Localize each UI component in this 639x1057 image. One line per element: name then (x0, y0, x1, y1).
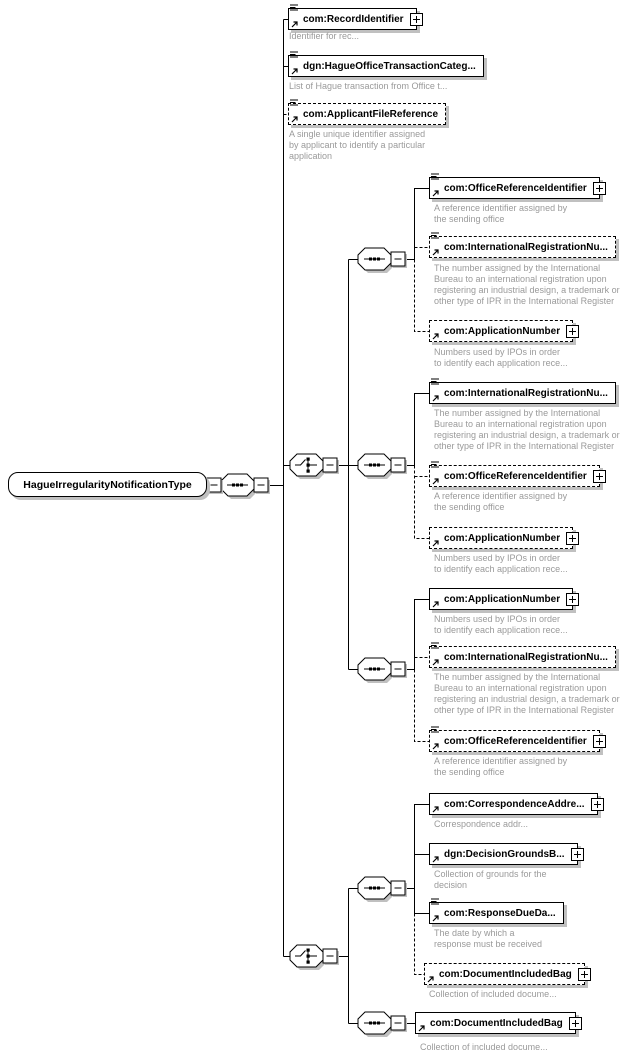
element-application-number-2[interactable]: com:ApplicationNumber (429, 527, 573, 549)
connector-lines-dashed (284, 115, 430, 975)
expand-button[interactable] (566, 593, 579, 606)
collapse-toggle-root[interactable] (207, 478, 223, 494)
element-international-registration-number-1[interactable]: com:InternationalRegistrationNu... (429, 236, 616, 258)
collapse-toggle-seq3[interactable] (391, 662, 407, 678)
documentation-icon (290, 99, 299, 107)
collapse-toggle-seqA[interactable] (391, 881, 407, 897)
element-reference-icon (291, 115, 299, 123)
expand-button[interactable] (566, 325, 579, 338)
element-hague-office-transaction-category[interactable]: dgn:HagueOfficeTransactionCateg... (288, 55, 484, 77)
documentation-icon (290, 51, 299, 59)
element-application-number-3[interactable]: com:ApplicationNumber (429, 588, 573, 610)
element-reference-icon (427, 975, 435, 983)
element-response-due-date[interactable]: com:ResponseDueDa... (429, 902, 564, 924)
element-correspondence-address[interactable]: com:CorrespondenceAddre... (429, 793, 598, 815)
documentation-icon (431, 461, 440, 469)
description-response-due-date: The date by which a response must be received (434, 928, 543, 949)
element-reference-icon (432, 742, 440, 750)
description-office-reference-identifier-2: A reference identifier assigned by the sending office (434, 491, 568, 512)
element-office-reference-identifier-2[interactable]: com:OfficeReferenceIdentifier (429, 465, 600, 487)
documentation-icon (431, 232, 440, 240)
expand-button[interactable] (593, 470, 606, 483)
element-document-included-bag[interactable]: com:DocumentIncludedBag (415, 1012, 576, 1034)
expand-button[interactable] (591, 798, 604, 811)
description-record-identifier: Identifier for rec... (289, 31, 360, 41)
expand-button[interactable] (566, 532, 579, 545)
element-reference-icon (432, 248, 440, 256)
expand-button[interactable] (593, 735, 606, 748)
element-document-included-bag-optional[interactable]: com:DocumentIncludedBag (424, 963, 585, 985)
element-reference-icon (418, 1024, 426, 1032)
description-document-included-bag: Collection of included docume... (420, 1042, 548, 1052)
collapse-toggle-choice2[interactable] (323, 949, 339, 965)
element-reference-icon (432, 539, 440, 547)
description-application-number-2: Numbers used by IPOs in order to identify each application rece... (434, 553, 568, 574)
element-international-registration-number-3[interactable]: com:InternationalRegistrationNu... (429, 646, 616, 668)
element-office-reference-identifier-1[interactable]: com:OfficeReferenceIdentifier (429, 177, 600, 199)
description-international-registration-number-2: The number assigned by the International Bureau to an international registration upon registering an industrial design, a trademark or other type of IPR in the International Register (434, 408, 620, 451)
documentation-icon (431, 642, 440, 650)
documentation-icon (431, 173, 440, 181)
collapse-toggle-choice1[interactable] (323, 458, 339, 474)
description-document-included-bag-optional: Collection of included docume... (429, 989, 557, 999)
expand-button[interactable] (578, 968, 591, 981)
element-international-registration-number-2[interactable]: com:InternationalRegistrationNu... (429, 382, 616, 404)
root-type-hague-irregularity-notification[interactable] (8, 472, 207, 497)
choice-indicator-identifiers[interactable] (290, 454, 326, 479)
expand-button[interactable] (593, 182, 606, 195)
description-international-registration-number-1: The number assigned by the International Bureau to an international registration upon registering an industrial design, a trademark or other type of IPR in the International Register (434, 263, 620, 306)
sequence-indicator-content1[interactable] (358, 877, 394, 902)
element-reference-icon (432, 805, 440, 813)
description-hague-office-transaction-category: List of Hague transaction from Office t... (289, 81, 448, 91)
description-application-number-1: Numbers used by IPOs in order to identify each application rece... (434, 347, 568, 368)
sequence-indicator-branch2[interactable] (358, 454, 394, 479)
element-record-identifier[interactable]: com:RecordIdentifier (288, 8, 417, 30)
description-office-reference-identifier-1: A reference identifier assigned by the sending office (434, 203, 568, 224)
root-type-label: HagueIrregularityNotificationType (23, 478, 192, 491)
sequence-indicator-content2[interactable] (358, 1012, 394, 1037)
description-decision-grounds-bag: Collection of grounds for the decision (434, 869, 547, 890)
expand-button[interactable] (571, 848, 584, 861)
documentation-icon (431, 378, 440, 386)
choice-indicator-content[interactable] (290, 945, 326, 970)
description-correspondence-address: Correspondence addr... (434, 819, 529, 829)
connector-lines-solid (268, 20, 429, 1024)
element-reference-icon (432, 189, 440, 197)
documentation-icon (290, 4, 299, 12)
element-office-reference-identifier-3[interactable]: com:OfficeReferenceIdentifier (429, 730, 600, 752)
description-international-registration-number-3: The number assigned by the International Bureau to an international registration upon registering an industrial design, a trademark or other type of IPR in the International Register (434, 672, 620, 715)
collapse-toggle-seqB[interactable] (391, 1016, 407, 1032)
description-applicant-file-reference: A single unique identifier assigned by applicant to identify a particular application (289, 129, 426, 161)
element-reference-icon (432, 394, 440, 402)
element-reference-icon (291, 20, 299, 28)
element-reference-icon (432, 855, 440, 863)
expand-button[interactable] (569, 1017, 582, 1030)
element-reference-icon (432, 600, 440, 608)
element-applicant-file-reference[interactable]: com:ApplicantFileReference (288, 103, 446, 125)
collapse-toggle-seq1[interactable] (391, 252, 407, 268)
collapse-toggle-seq2[interactable] (391, 458, 407, 474)
documentation-icon (431, 726, 440, 734)
description-application-number-3: Numbers used by IPOs in order to identify each application rece... (434, 614, 568, 635)
sequence-indicator-root[interactable] (221, 474, 257, 499)
expand-button[interactable] (410, 13, 423, 26)
element-reference-icon (432, 914, 440, 922)
element-application-number-1[interactable]: com:ApplicationNumber (429, 320, 573, 342)
element-reference-icon (432, 658, 440, 666)
element-reference-icon (432, 477, 440, 485)
collapse-toggle-root-sequence[interactable] (254, 478, 270, 494)
sequence-indicator-branch3[interactable] (358, 658, 394, 683)
element-reference-icon (291, 67, 299, 75)
description-office-reference-identifier-3: A reference identifier assigned by the sending office (434, 756, 568, 777)
element-reference-icon (432, 332, 440, 340)
element-decision-grounds-bag[interactable]: dgn:DecisionGroundsB... (429, 843, 578, 865)
sequence-indicator-branch1[interactable] (358, 248, 394, 273)
documentation-icon (431, 898, 440, 906)
